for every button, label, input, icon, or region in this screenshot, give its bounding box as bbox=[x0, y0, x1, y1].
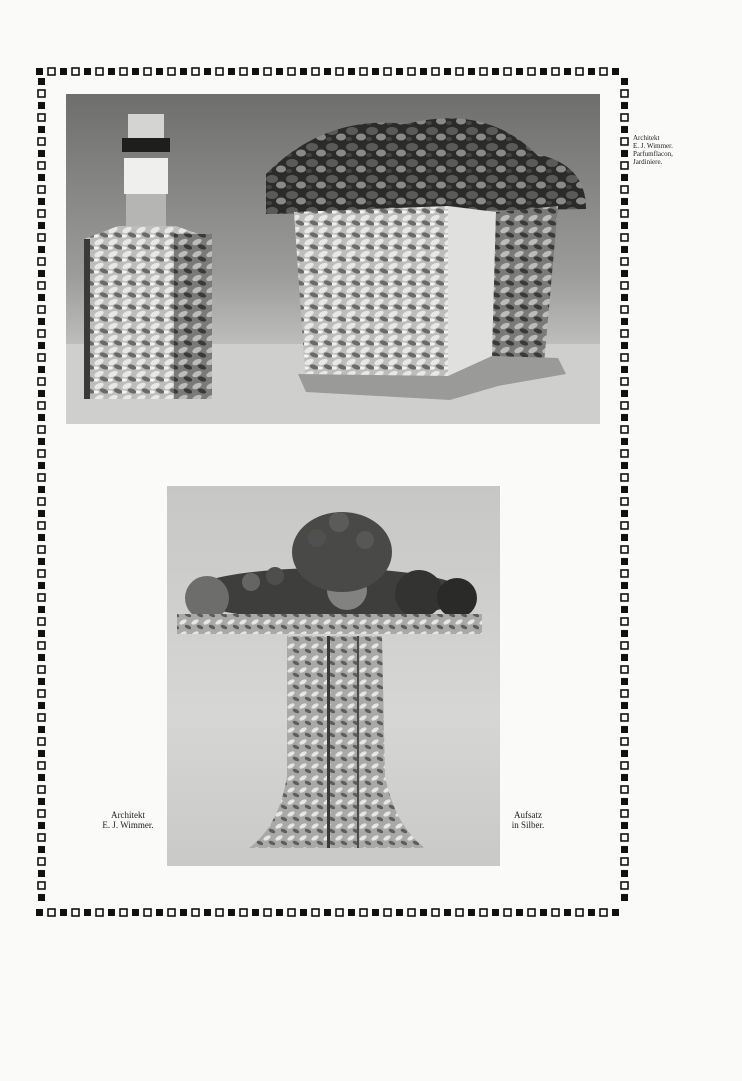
border-square bbox=[540, 909, 547, 916]
border-square bbox=[144, 68, 151, 75]
border-square bbox=[38, 822, 45, 829]
border-square bbox=[38, 150, 45, 157]
border-square bbox=[468, 909, 475, 916]
border-square bbox=[38, 846, 45, 853]
border-square bbox=[621, 798, 628, 805]
border-square bbox=[621, 342, 628, 349]
caption-top-right bbox=[633, 134, 673, 166]
border-square bbox=[38, 474, 45, 481]
border-square bbox=[132, 68, 139, 75]
border-square bbox=[360, 909, 367, 916]
border-square bbox=[480, 68, 487, 75]
border-square bbox=[38, 522, 45, 529]
border-square bbox=[504, 68, 511, 75]
border-square bbox=[38, 366, 45, 373]
border-square bbox=[324, 68, 331, 75]
border-square bbox=[621, 582, 628, 589]
border-square bbox=[312, 909, 319, 916]
border-square bbox=[621, 834, 628, 841]
border-square bbox=[312, 68, 319, 75]
border-square bbox=[204, 909, 211, 916]
border-square bbox=[38, 186, 45, 193]
border-square bbox=[60, 68, 67, 75]
border-square bbox=[240, 909, 247, 916]
border-square bbox=[38, 714, 45, 721]
border-square bbox=[621, 162, 628, 169]
border-square bbox=[288, 909, 295, 916]
border-square bbox=[38, 666, 45, 673]
border-square bbox=[38, 810, 45, 817]
border-square bbox=[492, 68, 499, 75]
border-square bbox=[588, 68, 595, 75]
border-square bbox=[564, 909, 571, 916]
border-square bbox=[38, 570, 45, 577]
border-square bbox=[38, 486, 45, 493]
border-square bbox=[38, 78, 45, 85]
border-square bbox=[38, 102, 45, 109]
border-square bbox=[38, 594, 45, 601]
border-square bbox=[621, 450, 628, 457]
border-square bbox=[621, 642, 628, 649]
border-square bbox=[38, 774, 45, 781]
border-square bbox=[38, 894, 45, 901]
border-square bbox=[192, 68, 199, 75]
border-square bbox=[621, 150, 628, 157]
caption-line: Aufsatz bbox=[514, 810, 542, 820]
border-square bbox=[240, 68, 247, 75]
border-square bbox=[576, 68, 583, 75]
border-square bbox=[38, 630, 45, 637]
border-square bbox=[621, 138, 628, 145]
border-square bbox=[621, 222, 628, 229]
border-square bbox=[252, 68, 259, 75]
border-square bbox=[348, 909, 355, 916]
border-square bbox=[420, 909, 427, 916]
border-square bbox=[384, 909, 391, 916]
border-square bbox=[38, 138, 45, 145]
border-square bbox=[38, 534, 45, 541]
caption-aufsatz bbox=[500, 810, 556, 830]
border-square bbox=[621, 78, 628, 85]
border-square bbox=[621, 438, 628, 445]
border-square bbox=[621, 498, 628, 505]
border-square bbox=[38, 234, 45, 241]
border-square bbox=[621, 258, 628, 265]
photo-silver-centrepiece bbox=[167, 486, 500, 866]
border-square bbox=[216, 909, 223, 916]
border-square bbox=[38, 462, 45, 469]
border-square bbox=[621, 810, 628, 817]
border-square bbox=[621, 858, 628, 865]
border-square bbox=[468, 68, 475, 75]
border-square bbox=[621, 378, 628, 385]
border-square bbox=[576, 909, 583, 916]
border-square bbox=[38, 210, 45, 217]
border-square bbox=[621, 234, 628, 241]
border-square bbox=[38, 330, 45, 337]
border-square bbox=[38, 870, 45, 877]
border-square bbox=[621, 318, 628, 325]
photo-perfume-bottle-jardiniere bbox=[66, 94, 600, 424]
border-square bbox=[504, 909, 511, 916]
border-square bbox=[228, 909, 235, 916]
border-square bbox=[621, 306, 628, 313]
border-square bbox=[300, 68, 307, 75]
border-square bbox=[120, 68, 127, 75]
border-square bbox=[621, 570, 628, 577]
border-square bbox=[38, 642, 45, 649]
border-square bbox=[38, 606, 45, 613]
border-square bbox=[621, 618, 628, 625]
border-square bbox=[528, 68, 535, 75]
border-square bbox=[48, 909, 55, 916]
border-square bbox=[38, 438, 45, 445]
border-square bbox=[38, 162, 45, 169]
caption-line: Parfumflacon, bbox=[633, 150, 673, 158]
border-square bbox=[38, 618, 45, 625]
border-square bbox=[38, 378, 45, 385]
border-square bbox=[38, 246, 45, 253]
border-square bbox=[621, 510, 628, 517]
border-square bbox=[96, 909, 103, 916]
border-square bbox=[38, 174, 45, 181]
border-square bbox=[38, 834, 45, 841]
border-square bbox=[621, 294, 628, 301]
border-square bbox=[621, 126, 628, 133]
caption-line: Architekt bbox=[111, 810, 145, 820]
border-square bbox=[621, 546, 628, 553]
border-square bbox=[621, 894, 628, 901]
border-square bbox=[408, 68, 415, 75]
border-square bbox=[492, 909, 499, 916]
border-square bbox=[480, 909, 487, 916]
border-square bbox=[276, 68, 283, 75]
border-square bbox=[516, 909, 523, 916]
border-square bbox=[38, 882, 45, 889]
border-square bbox=[621, 462, 628, 469]
caption-line: in Silber. bbox=[511, 820, 545, 830]
border-square bbox=[372, 909, 379, 916]
caption-line: E. J. Wimmer. bbox=[102, 820, 154, 830]
border-square bbox=[264, 909, 271, 916]
border-square bbox=[180, 68, 187, 75]
border-square bbox=[156, 68, 163, 75]
border-square bbox=[621, 762, 628, 769]
border-square bbox=[276, 909, 283, 916]
border-square bbox=[564, 68, 571, 75]
border-square bbox=[38, 426, 45, 433]
border-square bbox=[180, 909, 187, 916]
border-square bbox=[528, 909, 535, 916]
border-square bbox=[621, 738, 628, 745]
border-square bbox=[192, 909, 199, 916]
border-square bbox=[612, 909, 619, 916]
border-square bbox=[621, 90, 628, 97]
border-square bbox=[38, 318, 45, 325]
border-square bbox=[36, 909, 43, 916]
border-square bbox=[621, 246, 628, 253]
border-square bbox=[621, 402, 628, 409]
border-square bbox=[38, 702, 45, 709]
border-square bbox=[621, 750, 628, 757]
border-square bbox=[516, 68, 523, 75]
border-square bbox=[132, 909, 139, 916]
border-square bbox=[336, 68, 343, 75]
border-square bbox=[621, 690, 628, 697]
border-square bbox=[38, 222, 45, 229]
border-square bbox=[144, 909, 151, 916]
border-square bbox=[621, 666, 628, 673]
border-square bbox=[621, 366, 628, 373]
border-square bbox=[38, 402, 45, 409]
border-square bbox=[540, 68, 547, 75]
caption-line: Architekt bbox=[633, 134, 660, 142]
border-square bbox=[228, 68, 235, 75]
border-square bbox=[588, 909, 595, 916]
border-square bbox=[264, 68, 271, 75]
border-square bbox=[38, 126, 45, 133]
border-square bbox=[621, 426, 628, 433]
border-square bbox=[38, 342, 45, 349]
border-square bbox=[72, 68, 79, 75]
border-square bbox=[621, 870, 628, 877]
border-square bbox=[621, 606, 628, 613]
jardiniere bbox=[266, 118, 586, 400]
border-square bbox=[600, 68, 607, 75]
border-square bbox=[168, 909, 175, 916]
border-square bbox=[621, 270, 628, 277]
border-square bbox=[38, 282, 45, 289]
border-square bbox=[621, 282, 628, 289]
border-square bbox=[38, 294, 45, 301]
border-square bbox=[621, 882, 628, 889]
border-square bbox=[84, 68, 91, 75]
border-square bbox=[360, 68, 367, 75]
border-square bbox=[552, 909, 559, 916]
border-square bbox=[621, 774, 628, 781]
border-square bbox=[621, 210, 628, 217]
border-square bbox=[38, 678, 45, 685]
border-square bbox=[38, 762, 45, 769]
border-square bbox=[621, 678, 628, 685]
border-square bbox=[420, 68, 427, 75]
border-square bbox=[38, 582, 45, 589]
border-square bbox=[204, 68, 211, 75]
border-square bbox=[444, 68, 451, 75]
border-square bbox=[621, 330, 628, 337]
border-square bbox=[621, 198, 628, 205]
border-square bbox=[456, 909, 463, 916]
border-square bbox=[38, 498, 45, 505]
border-square bbox=[60, 909, 67, 916]
border-square bbox=[38, 546, 45, 553]
border-square bbox=[300, 909, 307, 916]
border-square bbox=[621, 714, 628, 721]
border-square bbox=[621, 354, 628, 361]
border-square bbox=[621, 414, 628, 421]
border-square bbox=[396, 909, 403, 916]
border-square bbox=[456, 68, 463, 75]
border-square bbox=[38, 198, 45, 205]
border-square bbox=[38, 354, 45, 361]
border-square bbox=[621, 630, 628, 637]
border-square bbox=[252, 909, 259, 916]
border-square bbox=[621, 594, 628, 601]
border-square bbox=[432, 909, 439, 916]
border-square bbox=[396, 68, 403, 75]
border-square bbox=[621, 186, 628, 193]
border-square bbox=[621, 786, 628, 793]
border-square bbox=[288, 68, 295, 75]
border-square bbox=[48, 68, 55, 75]
border-square bbox=[621, 702, 628, 709]
border-square bbox=[156, 909, 163, 916]
border-square bbox=[621, 822, 628, 829]
border-square bbox=[621, 390, 628, 397]
border-square bbox=[38, 414, 45, 421]
caption-line: E. J. Wimmer. bbox=[633, 142, 673, 150]
border-square bbox=[621, 486, 628, 493]
border-square bbox=[621, 846, 628, 853]
border-square bbox=[384, 68, 391, 75]
cake-stand-plate bbox=[177, 614, 482, 634]
border-square bbox=[38, 450, 45, 457]
border-square bbox=[432, 68, 439, 75]
border-square bbox=[38, 654, 45, 661]
border-square bbox=[336, 909, 343, 916]
border-square bbox=[621, 654, 628, 661]
border-square bbox=[38, 558, 45, 565]
border-square bbox=[120, 909, 127, 916]
border-square bbox=[621, 102, 628, 109]
border-square bbox=[168, 68, 175, 75]
border-square bbox=[621, 558, 628, 565]
border-square bbox=[38, 858, 45, 865]
caption-architect bbox=[82, 810, 174, 830]
border-square bbox=[621, 174, 628, 181]
border-square bbox=[96, 68, 103, 75]
border-square bbox=[38, 270, 45, 277]
border-square bbox=[38, 510, 45, 517]
border-square bbox=[612, 68, 619, 75]
border-square bbox=[108, 909, 115, 916]
border-square bbox=[36, 68, 43, 75]
border-square bbox=[72, 909, 79, 916]
border-square bbox=[621, 726, 628, 733]
border-square bbox=[38, 90, 45, 97]
border-square bbox=[38, 726, 45, 733]
border-square bbox=[38, 786, 45, 793]
border-square bbox=[621, 474, 628, 481]
border-square bbox=[408, 909, 415, 916]
border-square bbox=[621, 114, 628, 121]
border-square bbox=[372, 68, 379, 75]
border-square bbox=[621, 522, 628, 529]
border-square bbox=[108, 68, 115, 75]
border-square bbox=[444, 909, 451, 916]
border-square bbox=[38, 798, 45, 805]
border-square bbox=[38, 738, 45, 745]
border-square bbox=[552, 68, 559, 75]
border-square bbox=[84, 909, 91, 916]
border-square bbox=[38, 306, 45, 313]
border-square bbox=[600, 909, 607, 916]
border-square bbox=[621, 534, 628, 541]
border-square bbox=[38, 258, 45, 265]
border-square bbox=[216, 68, 223, 75]
border-square bbox=[38, 114, 45, 121]
border-square bbox=[324, 909, 331, 916]
border-square bbox=[38, 750, 45, 757]
border-square bbox=[38, 390, 45, 397]
border-square bbox=[348, 68, 355, 75]
caption-line: Jardiniere. bbox=[633, 158, 663, 166]
border-square bbox=[38, 690, 45, 697]
